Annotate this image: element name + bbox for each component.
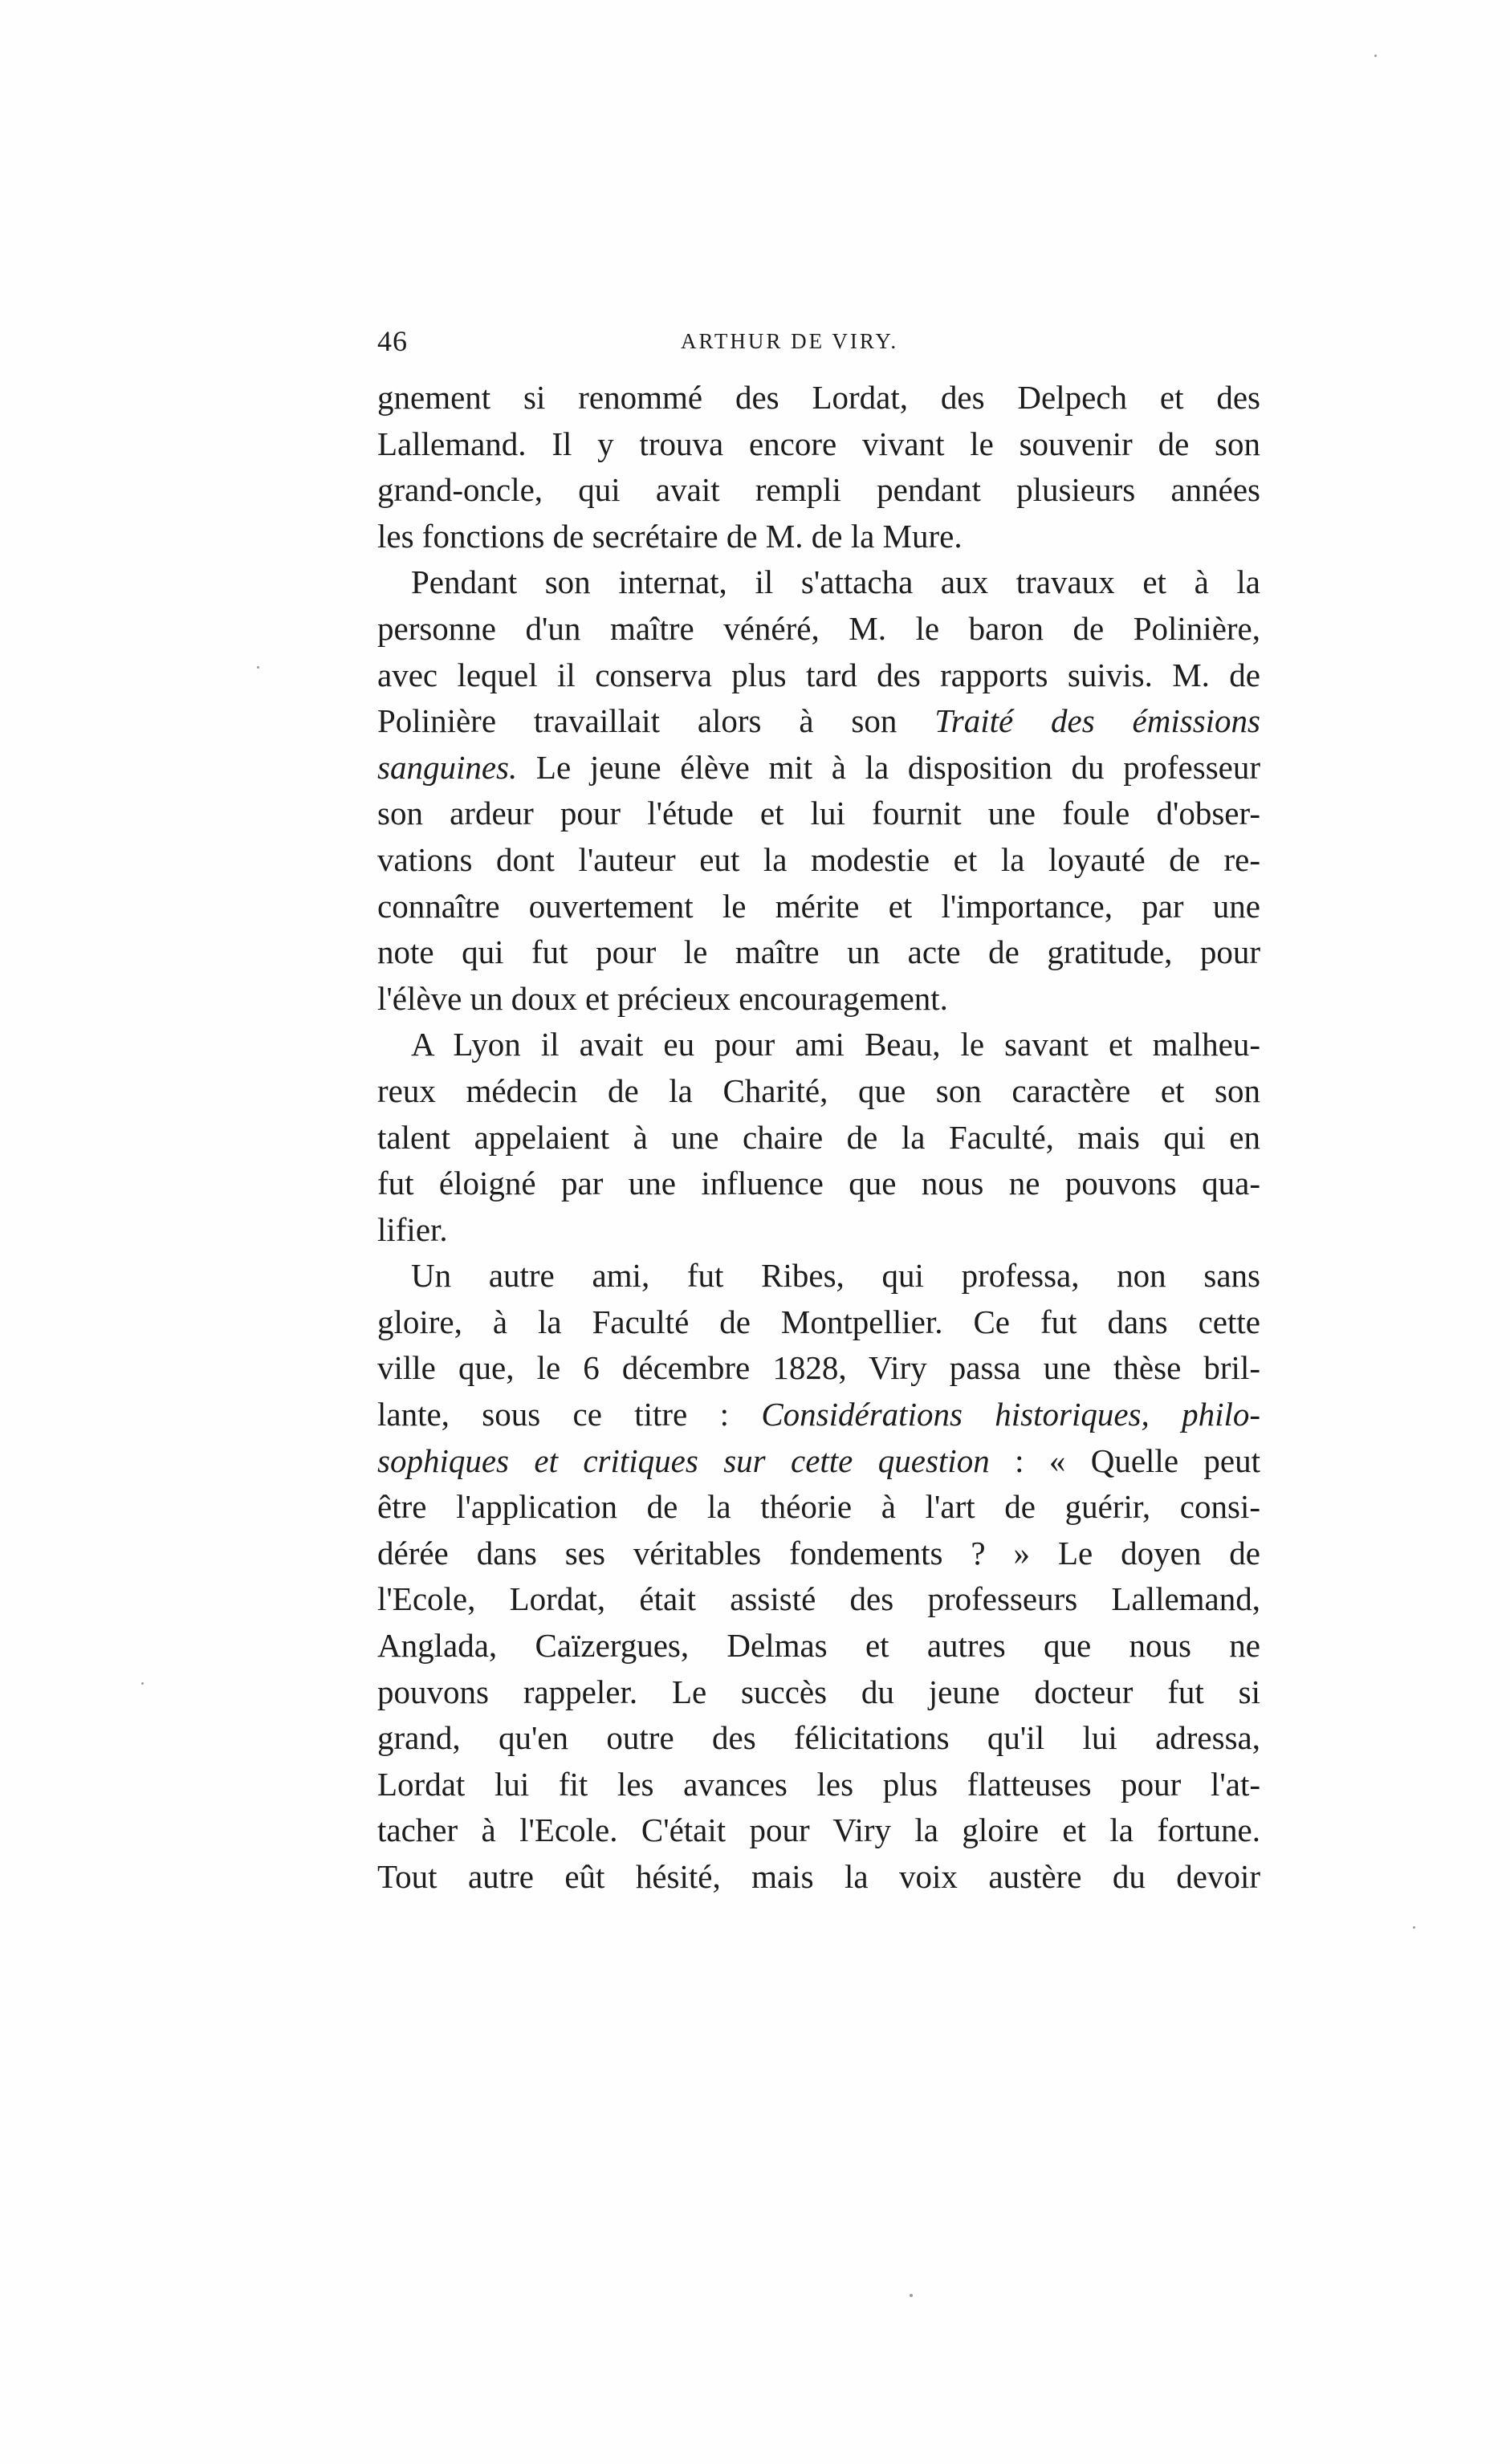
text-line: sanguines. Le jeune élève mit à la disposition du professeur — [377, 748, 1260, 786]
text-line: Lallemand. Il y trouva encore vivant le souvenir de son — [377, 425, 1260, 462]
body-text — [377, 375, 1260, 1901]
text-line: Pendant son internat, il s'attacha aux travaux et à la — [411, 563, 1260, 601]
text-line: grand-oncle, qui avait rempli pendant plusieurs années — [377, 471, 1260, 509]
text-line: Un autre ami, fut Ribes, qui professa, non sans — [411, 1257, 1260, 1295]
text-line: reux médecin de la Charité, que son caractère et son — [377, 1071, 1260, 1109]
text-line: personne d'un maître vénéré, M. le baron de Polinière, — [377, 609, 1260, 647]
paper-speck — [141, 1682, 144, 1685]
text-line: sophiques et critiques sur cette question : « Quelle peut — [377, 1441, 1260, 1479]
text-line: lante, sous ce titre : Considérations historiques, philo- — [377, 1396, 1261, 1433]
text-line: l'Ecole, Lordat, était assisté des professeurs Lallemand, — [377, 1580, 1260, 1618]
text-line: Tout autre eût hésité, mais la voix austère du devoir — [377, 1858, 1260, 1895]
text-line: l'élève un doux et précieux encouragement. — [377, 979, 948, 1017]
text-line: connaître ouvertement le mérite et l'importance, par une — [377, 887, 1260, 925]
text-line: dérée dans ses véritables fondements ? » Le doyen de — [377, 1534, 1260, 1572]
text-line: son ardeur pour l'étude et lui fournit une foule d'obser- — [377, 795, 1260, 832]
text-line: Anglada, Caïzergues, Delmas et autres que nous ne — [377, 1627, 1260, 1665]
text-line: fut éloigné par une influence que nous ne pouvons qua- — [377, 1165, 1260, 1202]
text-line: lifier. — [377, 1210, 448, 1248]
text-line: vations dont l'auteur eut la modestie et la loyauté de re- — [377, 840, 1260, 878]
text-line: gnement si renommé des Lordat, des Delpech et des — [377, 379, 1260, 416]
text-line: grand, qu'en outre des félicitations qu'il lui adressa, — [377, 1719, 1260, 1757]
text-line: talent appelaient à une chaire de la Faculté, mais qui en — [377, 1118, 1260, 1156]
text-line: Polinière travaillait alors à son Traité des émissions — [377, 702, 1260, 740]
page-header — [377, 324, 1276, 360]
text-line: ville que, le 6 décembre 1828, Viry passa une thèse bril- — [377, 1349, 1260, 1387]
text-line: tacher à l'Ecole. C'était pour Viry la gloire et la fortune. — [377, 1811, 1260, 1849]
page-number: 46 — [377, 325, 408, 357]
text-line: être l'application de la théorie à l'art de guérir, consi- — [377, 1488, 1260, 1526]
paper-speck — [257, 666, 259, 669]
text-line: A Lyon il avait eu pour ami Beau, le savant et malheu- — [411, 1026, 1260, 1063]
text-line: les fonctions de secrétaire de M. de la Mure. — [377, 517, 963, 555]
text-line: pouvons rappeler. Le succès du jeune docteur fut si — [377, 1673, 1260, 1710]
text-line: avec lequel il conserva plus tard des rapports suivis. M. de — [377, 656, 1260, 693]
running-head: ARTHUR DE VIRY. — [681, 329, 899, 353]
paper-speck — [1413, 1926, 1415, 1929]
text-line: note qui fut pour le maître un acte de gratitude, pour — [377, 933, 1260, 971]
text-line: gloire, à la Faculté de Montpellier. Ce fut dans cette — [377, 1303, 1260, 1340]
text-line: Lordat lui fit les avances les plus flatteuses pour l'at- — [377, 1765, 1260, 1803]
paper-speck — [1374, 55, 1377, 57]
paper-speck — [910, 2294, 913, 2297]
